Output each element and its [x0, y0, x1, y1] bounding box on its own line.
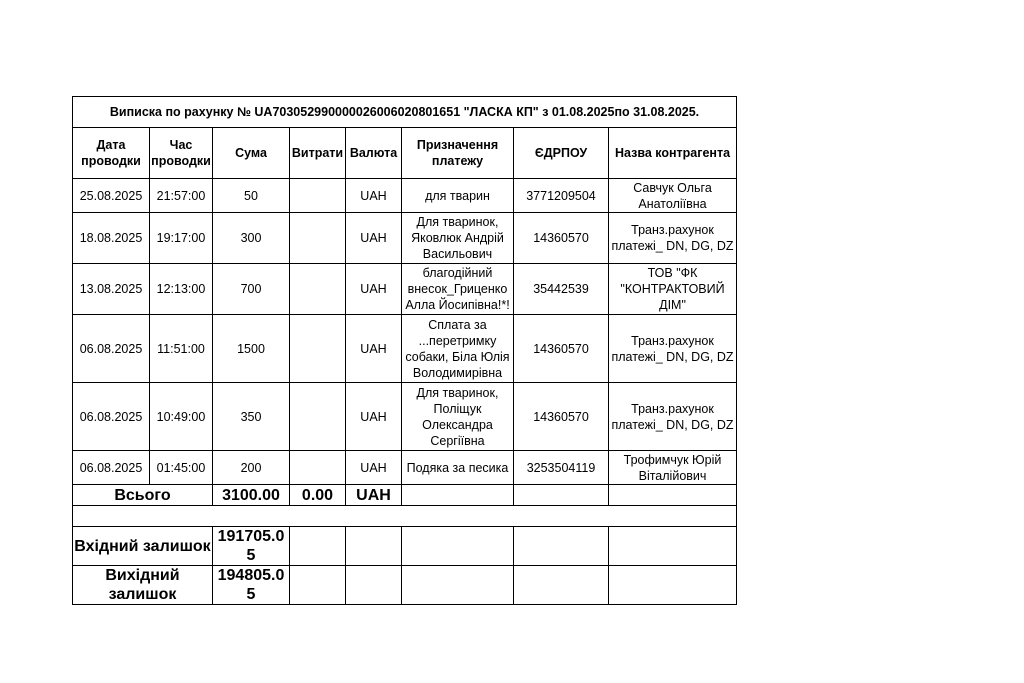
- cell-time: 21:57:00: [150, 179, 213, 213]
- spacer-row: [73, 506, 737, 527]
- cell-currency: UAH: [346, 383, 402, 451]
- total-amount: 3100.00: [213, 485, 290, 506]
- cell-amount: 300: [213, 213, 290, 264]
- cell-currency: UAH: [346, 451, 402, 485]
- table-row: [73, 213, 737, 264]
- cell-purpose: Подяка за песика: [402, 451, 514, 485]
- cell-purpose: Для тваринок, Поліщук Олександра Сергіївна: [402, 383, 514, 451]
- cell-edrpou: 14360570: [514, 213, 609, 264]
- total-row: [73, 485, 737, 506]
- header-counterparty: Назва контрагента: [609, 128, 737, 179]
- empty-cell: [514, 485, 609, 506]
- empty-cell: [346, 527, 402, 566]
- table-row: [73, 264, 737, 315]
- header-purpose: Призначення платежу: [402, 128, 514, 179]
- cell-date: 18.08.2025: [73, 213, 150, 264]
- cell-time: 19:17:00: [150, 213, 213, 264]
- cell-purpose: Сплата за ...перетримку собаки, Біла Юлія Володимирівна: [402, 315, 514, 383]
- cell-expense: [290, 264, 346, 315]
- statement-title: Виписка по рахунку № UA703052990000026006020801651 "ЛАСКА КП" з 01.08.2025по 31.08.2025.: [73, 97, 737, 128]
- cell-purpose: благодійний внесок_Гриценко Алла Йосипівна!*!: [402, 264, 514, 315]
- empty-cell: [514, 527, 609, 566]
- cell-edrpou: 14360570: [514, 383, 609, 451]
- empty-cell: [290, 527, 346, 566]
- empty-cell: [609, 566, 737, 605]
- cell-amount: 200: [213, 451, 290, 485]
- cell-edrpou: 14360570: [514, 315, 609, 383]
- cell-amount: 700: [213, 264, 290, 315]
- empty-cell: [402, 566, 514, 605]
- cell-amount: 1500: [213, 315, 290, 383]
- cell-purpose: для тварин: [402, 179, 514, 213]
- cell-currency: UAH: [346, 264, 402, 315]
- empty-cell: [290, 566, 346, 605]
- header-row: [73, 128, 737, 179]
- cell-expense: [290, 451, 346, 485]
- empty-cell: [609, 485, 737, 506]
- cell-counterparty: Транз.рахунок платежі_ DN, DG, DZ: [609, 383, 737, 451]
- cell-edrpou: 35442539: [514, 264, 609, 315]
- cell-date: 13.08.2025: [73, 264, 150, 315]
- cell-time: 11:51:00: [150, 315, 213, 383]
- table-row: [73, 383, 737, 451]
- table-row: [73, 451, 737, 485]
- cell-time: 12:13:00: [150, 264, 213, 315]
- cell-counterparty: Транз.рахунок платежі_ DN, DG, DZ: [609, 213, 737, 264]
- opening-balance-label: Вхідний залишок: [73, 527, 213, 566]
- empty-cell: [402, 485, 514, 506]
- empty-cell: [73, 506, 737, 527]
- cell-edrpou: 3771209504: [514, 179, 609, 213]
- header-currency: Валюта: [346, 128, 402, 179]
- statement-table: [72, 96, 737, 605]
- cell-currency: UAH: [346, 315, 402, 383]
- cell-currency: UAH: [346, 213, 402, 264]
- table-row: [73, 179, 737, 213]
- closing-balance-label: Вихідний залишок: [73, 566, 213, 605]
- header-expense: Витрати: [290, 128, 346, 179]
- cell-expense: [290, 213, 346, 264]
- cell-purpose: Для тваринок, Яковлюк Андрій Васильович: [402, 213, 514, 264]
- header-date: Дата проводки: [73, 128, 150, 179]
- cell-amount: 350: [213, 383, 290, 451]
- cell-expense: [290, 179, 346, 213]
- closing-balance-row: [73, 566, 737, 605]
- header-amount: Сума: [213, 128, 290, 179]
- cell-counterparty: Трофимчук Юрій Віталійович: [609, 451, 737, 485]
- cell-date: 06.08.2025: [73, 315, 150, 383]
- cell-counterparty: Савчук Ольга Анатоліївна: [609, 179, 737, 213]
- total-label: Всього: [73, 485, 213, 506]
- cell-time: 10:49:00: [150, 383, 213, 451]
- cell-date: 06.08.2025: [73, 451, 150, 485]
- empty-cell: [514, 566, 609, 605]
- cell-expense: [290, 315, 346, 383]
- cell-amount: 50: [213, 179, 290, 213]
- total-expenses: 0.00: [290, 485, 346, 506]
- empty-cell: [402, 527, 514, 566]
- total-currency: UAH: [346, 485, 402, 506]
- table-row: [73, 315, 737, 383]
- empty-cell: [346, 566, 402, 605]
- cell-counterparty: ТОВ "ФК "КОНТРАКТОВИЙ ДІМ": [609, 264, 737, 315]
- cell-counterparty: Транз.рахунок платежі_ DN, DG, DZ: [609, 315, 737, 383]
- closing-balance-value: 194805.05: [213, 566, 290, 605]
- cell-time: 01:45:00: [150, 451, 213, 485]
- title-row: [73, 97, 737, 128]
- cell-currency: UAH: [346, 179, 402, 213]
- opening-balance-row: [73, 527, 737, 566]
- empty-cell: [609, 527, 737, 566]
- cell-date: 25.08.2025: [73, 179, 150, 213]
- cell-edrpou: 3253504119: [514, 451, 609, 485]
- cell-date: 06.08.2025: [73, 383, 150, 451]
- cell-expense: [290, 383, 346, 451]
- opening-balance-value: 191705.05: [213, 527, 290, 566]
- header-time: Час проводки: [150, 128, 213, 179]
- header-edrpou: ЄДРПОУ: [514, 128, 609, 179]
